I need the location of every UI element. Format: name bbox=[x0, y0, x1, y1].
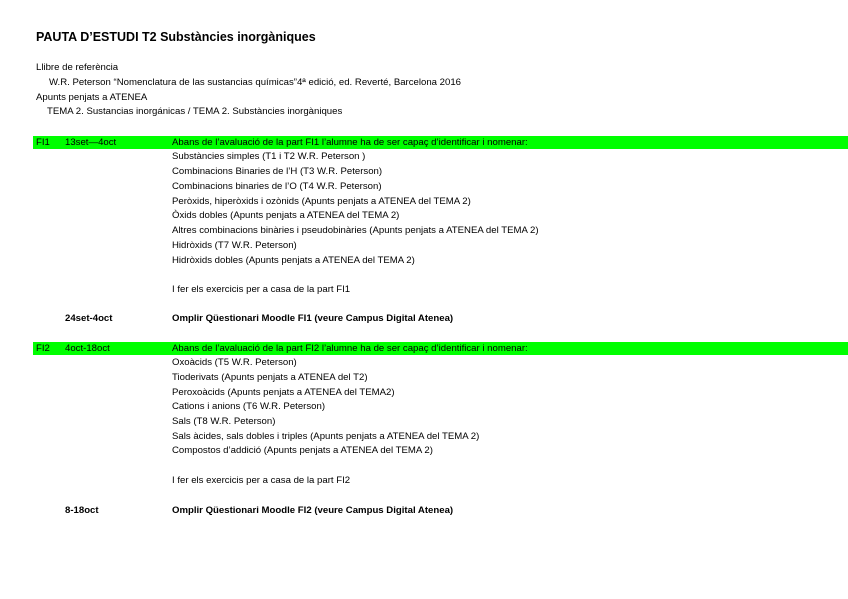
fi2-item: Sals (T8 W.R. Peterson) bbox=[172, 416, 276, 427]
fi1-quiz: Omplir Qüestionari Moodle FI1 (veure Campus Digital Atenea) bbox=[172, 313, 454, 324]
page-title: PAUTA D’ESTUDI T2 Substàncies inorgàniques bbox=[36, 30, 316, 44]
fi2-quiz-dates: 8-18oct bbox=[65, 505, 99, 516]
fi1-quiz-dates: 24set-4oct bbox=[65, 313, 113, 324]
fi2-exercises: I fer els exercicis per a casa de la part FI2 bbox=[172, 475, 351, 486]
fi1-item: Peròxids, hiperòxids i ozònids (Apunts penjats a ATENEA del TEMA 2) bbox=[172, 196, 471, 207]
fi1-item: Altres combinacions binàries i pseudobinàries (Apunts penjats a ATENEA del TEMA 2) bbox=[172, 225, 539, 236]
reference-book: W.R. Peterson “Nomenclatura de las sustancias químicas”4ª edició, ed. Reverté, Barcelona 2016 bbox=[49, 77, 462, 88]
fi1-code: FI1 bbox=[36, 137, 50, 148]
fi1-item: Òxids dobles (Apunts penjats a ATENEA del TEMA 2) bbox=[172, 210, 400, 221]
fi2-dates: 4oct-18oct bbox=[65, 343, 110, 354]
fi1-item: Hidròxids dobles (Apunts penjats a ATENEA del TEMA 2) bbox=[172, 255, 415, 266]
fi1-item: Hidròxids (T7 W.R. Peterson) bbox=[172, 240, 297, 251]
reference-book-heading: Llibre de referència bbox=[36, 62, 119, 73]
fi2-item: Cations i anions (T6 W.R. Peterson) bbox=[172, 401, 326, 412]
fi1-exercises: I fer els exercicis per a casa de la part FI1 bbox=[172, 284, 351, 295]
reference-notes: TEMA 2. Sustancias inorgánicas / TEMA 2. Substàncies inorgàniques bbox=[47, 106, 343, 117]
fi1-item: Substàncies simples (T1 i T2 W.R. Peterson ) bbox=[172, 151, 366, 162]
fi2-item: Peroxoàcids (Apunts penjats a ATENEA del TEMA2) bbox=[172, 387, 395, 398]
fi2-quiz: Omplir Qüestionari Moodle FI2 (veure Campus Digital Atenea) bbox=[172, 505, 454, 516]
fi2-item: Tioderivats (Apunts penjats a ATENEA del T2) bbox=[172, 372, 368, 383]
fi2-item: Compostos d’addició (Apunts penjats a ATENEA del TEMA 2) bbox=[172, 445, 433, 456]
fi1-item: Combinacions binaries de l’O (T4 W.R. Peterson) bbox=[172, 181, 382, 192]
fi1-intro: Abans de l’avaluació de la part FI1 l’alumne ha de ser capaç d’identificar i nomenar: bbox=[172, 137, 528, 148]
fi1-item: Combinacions Binaries de l’H (T3 W.R. Peterson) bbox=[172, 166, 383, 177]
reference-notes-heading: Apunts penjats a ATENEA bbox=[36, 92, 148, 103]
fi2-code: FI2 bbox=[36, 343, 50, 354]
fi2-intro: Abans de l’avaluació de la part FI2 l’alumne ha de ser capaç d’identificar i nomenar: bbox=[172, 343, 528, 354]
fi2-item: Sals àcides, sals dobles i triples (Apunts penjats a ATENEA del TEMA 2) bbox=[172, 431, 480, 442]
fi2-item: Oxoàcids (T5 W.R. Peterson) bbox=[172, 357, 297, 368]
fi1-dates: 13set—4oct bbox=[65, 137, 117, 148]
